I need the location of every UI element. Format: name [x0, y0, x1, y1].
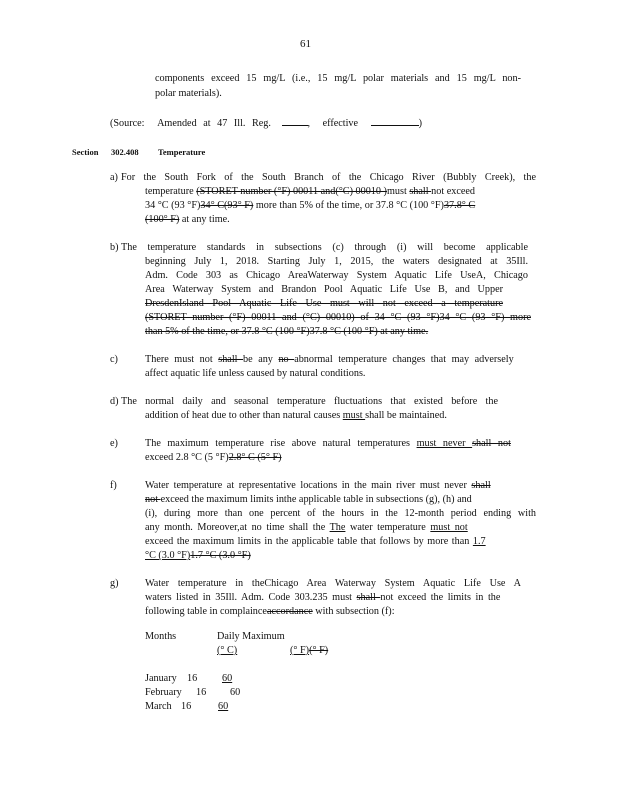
item-b-line-7: than 5% of the time, or 37.8 °C (100 °F)37.8 °C (100 °F) at any time.: [145, 326, 429, 337]
item-b-line-5: DresdenIsland Pool Aquatic Life Use must will not exceed a temperature: [145, 298, 503, 309]
item-g-line-2: waters listed in 35Ill. Adm. Code 303.235 must shall not exceed the limits in the: [145, 592, 501, 603]
item-d-label: d): [110, 396, 119, 407]
deleted-text: shall: [218, 354, 244, 365]
deleted-text: (° F): [309, 645, 329, 656]
item-a-line-1: For the South Fork of the South Branch of the Chicago River (Bubbly Creek), the: [121, 172, 536, 183]
item-b-label: b): [110, 242, 119, 253]
table-unit-celsius: (° C): [217, 645, 238, 656]
page-number: 61: [300, 38, 311, 50]
item-b-line-6: (STORET number (°F) 00011 and (°C) 00010) of 34 °C (93 °F)34 °C (93 °F) more: [145, 312, 531, 323]
item-d-line-2: addition of heat due to other than natural causes must shall be maintained.: [145, 410, 447, 421]
section-label: Section: [72, 147, 99, 157]
item-e-line-1: The maximum temperature rise above natural temperatures must never shall not: [145, 438, 511, 449]
item-f-line-1: Water temperature at representative locations in the main river must never shall: [145, 480, 491, 491]
effective-blank: [371, 116, 419, 126]
source-effective: effective: [322, 118, 359, 129]
intro-line-1: components exceed 15 mg/L (i.e., 15 mg/L polar materials and 15 mg/L non-: [155, 73, 521, 84]
item-f-line-4: any month. Moreover,at no time shall the The water temperature must not: [145, 522, 468, 533]
deleted-text: shall not: [472, 438, 511, 449]
inserted-text: must: [342, 410, 366, 421]
item-c-line-1: There must not shall be any no abnormal temperature changes that may adversely: [145, 354, 514, 365]
section-title: Temperature: [158, 147, 206, 157]
deleted-text: shall: [409, 186, 432, 197]
item-f-line-2: not exceed the maximum limits inthe applicable table in subsections (g), (h) and: [145, 494, 472, 505]
item-a-line-4: (100° F) at any time.: [145, 214, 230, 225]
item-g-line-3: following table in complainceaccordance with subsection (f):: [145, 606, 395, 617]
item-c-label: c): [110, 354, 118, 365]
item-b-line-3: Adm. Code 303 as Chicago AreaWaterway System Aquatic Life UseA, Chicago: [145, 270, 528, 281]
deleted-text: (100° F): [145, 214, 180, 225]
item-b-line-4: Area Waterway System and Brandon Pool Aquatic Life Use B, and Upper: [145, 284, 503, 295]
reg-blank: [282, 116, 308, 126]
inserted-text: The: [329, 522, 346, 533]
table-unit-fahrenheit: [290, 644, 328, 659]
item-e-label: e): [110, 438, 118, 449]
item-a-line-2: temperature (STORET number (°F) 00011 and(°C) 00010 )must shall not exceed: [145, 186, 475, 197]
deleted-text: shall: [471, 480, 491, 491]
item-f-line-6: [145, 549, 251, 564]
inserted-text: must not: [430, 522, 468, 533]
item-f-line-5: exceed the maximum limits in the applicable table that follows by more than 1.7: [145, 536, 486, 547]
deleted-text: (STORET number (°F) 00011 and(°C) 00010 ): [196, 186, 387, 197]
source-open: (Source:: [110, 118, 145, 129]
inserted-text: must never: [416, 438, 473, 449]
table-row-value: 60: [218, 701, 229, 712]
table-row-day: 16: [196, 687, 207, 698]
table-row-day: 16: [181, 701, 192, 712]
deleted-text: 37.8° C: [443, 200, 476, 211]
table-row: March: [145, 701, 172, 712]
table-row-value: 60: [230, 687, 241, 698]
item-b-line-1: The temperature standards in subsections (c) through (i) will become applicable: [121, 242, 528, 253]
source-close: ): [418, 118, 422, 129]
item-a-label: a): [110, 172, 118, 183]
item-b-line-2: beginning July 1, 2018. Starting July 1, 2015, the waters designated at 35Ill.: [145, 256, 528, 267]
inserted-text: (° F): [290, 645, 310, 656]
deleted-text: not: [145, 494, 161, 505]
item-e-line-2: exceed 2.8 °C (5 °F)2.8° C (5° F): [145, 452, 282, 463]
table-daily-max-header: Daily Maximum: [217, 631, 285, 642]
section-number: 302.408: [111, 147, 139, 157]
item-g-label: g): [110, 578, 119, 589]
source-amended: Amended at 47 Ill. Reg.: [157, 118, 271, 129]
source-line: [110, 116, 430, 132]
table-months-header: Months: [145, 631, 177, 642]
deleted-text: 2.8° C (5° F): [228, 452, 282, 463]
item-f-line-3: (i), during more than one percent of the hours in the 12-month period ending with: [145, 508, 536, 519]
inserted-text: 1.7: [472, 536, 486, 547]
table-row: February: [145, 687, 182, 698]
deleted-text: 1.7 °C (3.0 °F): [190, 550, 251, 561]
deleted-text: 34° C(93° F): [200, 200, 254, 211]
item-g-line-1: Water temperature in theChicago Area Waterway System Aquatic Life Use A: [145, 578, 521, 589]
table-row-value: 60: [222, 673, 233, 684]
item-f-label: f): [110, 480, 117, 491]
table-row: January: [145, 673, 177, 684]
item-a-line-3: 34 °C (93 °F)34° C(93° F) more than 5% of the time, or 37.8 °C (100 °F)37.8° C: [145, 200, 476, 211]
item-d-line-1: The normal daily and seasonal temperature fluctuations that existed before the: [121, 396, 498, 407]
source-comma: ,: [307, 118, 311, 129]
deleted-text: accordance: [266, 606, 313, 617]
deleted-text: shall: [356, 592, 381, 603]
inserted-text: °C (3.0 °F): [145, 550, 191, 561]
table-row-day: 16: [187, 673, 198, 684]
item-c-line-2: affect aquatic life unless caused by natural conditions.: [145, 368, 366, 379]
intro-line-2: polar materials).: [155, 88, 222, 99]
deleted-text: no: [278, 354, 295, 365]
